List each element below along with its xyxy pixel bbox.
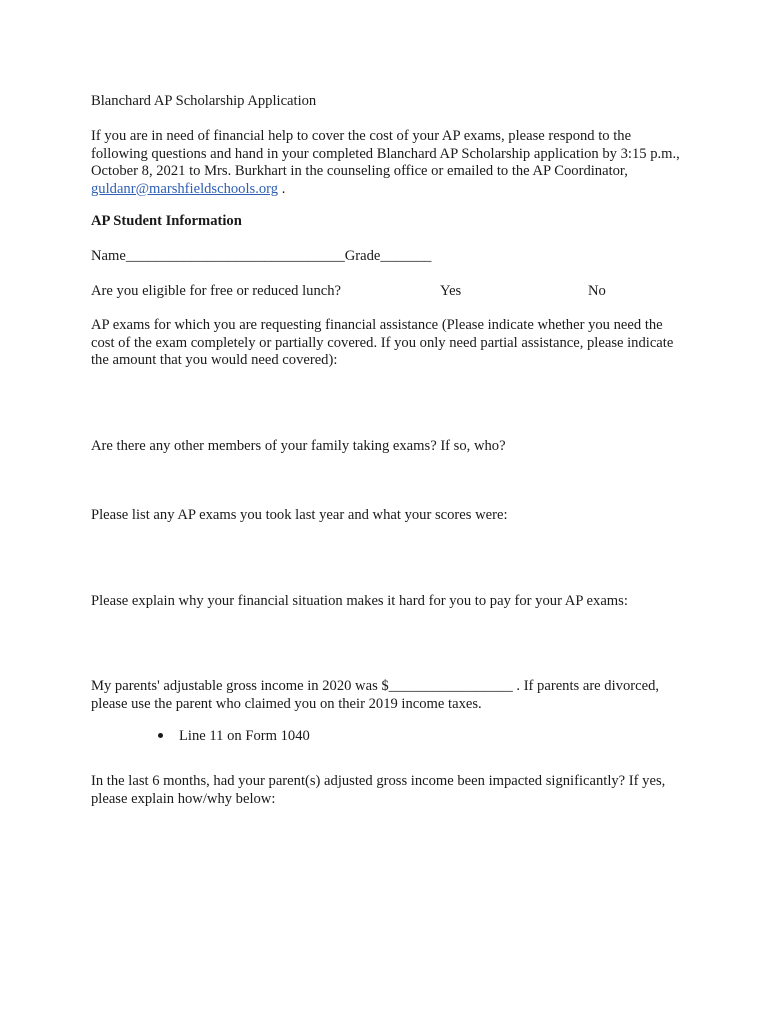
form-1040-bullet: [158, 728, 310, 746]
lunch-no-option: No: [588, 283, 606, 299]
lunch-yes-option: Yes: [440, 283, 462, 299]
intro-paragraph: [91, 128, 681, 198]
income-impact-question: In the last 6 months, had your parent(s) adjusted gross income been impacted significantly? If yes, please explain how/why below:: [91, 773, 666, 807]
income-question: My parents' adjustable gross income in 2020 was $_________________ . If parents are divorced, please use the parent who claimed you on their 2019 income taxes.: [91, 678, 660, 712]
bullet-text: Line 11 on Form 1040: [179, 728, 310, 744]
intro-text: If you are in need of financial help to cover the cost of your AP exams, please respond to the following questions and hand in your completed Blanchard AP Scholarship application by 3:15 p.m., October 8, 2021 to Mrs. Burkhart in the counseling office or emailed to the AP Coordinator,: [91, 128, 680, 179]
financial-situation-question: Please explain why your financial situation makes it hard for you to pay for your AP exams:: [91, 593, 628, 609]
lunch-question-row: [91, 283, 691, 301]
intro-end: .: [278, 180, 286, 197]
exams-question: AP exams for which you are requesting financial assistance (Please indicate whether you need the cost of the exam completely or partially covered. If you only need partial assistance, please indicate the amount that you would need covered):: [91, 317, 674, 368]
last-year-question: Please list any AP exams you took last year and what your scores were:: [91, 507, 508, 523]
name-grade-line: Name______________________________Grade_______: [91, 248, 432, 264]
bullet-icon: [158, 733, 163, 738]
coordinator-email-link[interactable]: guldanr@marshfieldschools.org: [91, 180, 279, 197]
lunch-question: Are you eligible for free or reduced lunch?: [91, 283, 342, 299]
family-question: Are there any other members of your family taking exams? If so, who?: [91, 438, 506, 454]
document-title: Blanchard AP Scholarship Application: [91, 93, 317, 109]
section-heading: AP Student Information: [91, 213, 242, 229]
